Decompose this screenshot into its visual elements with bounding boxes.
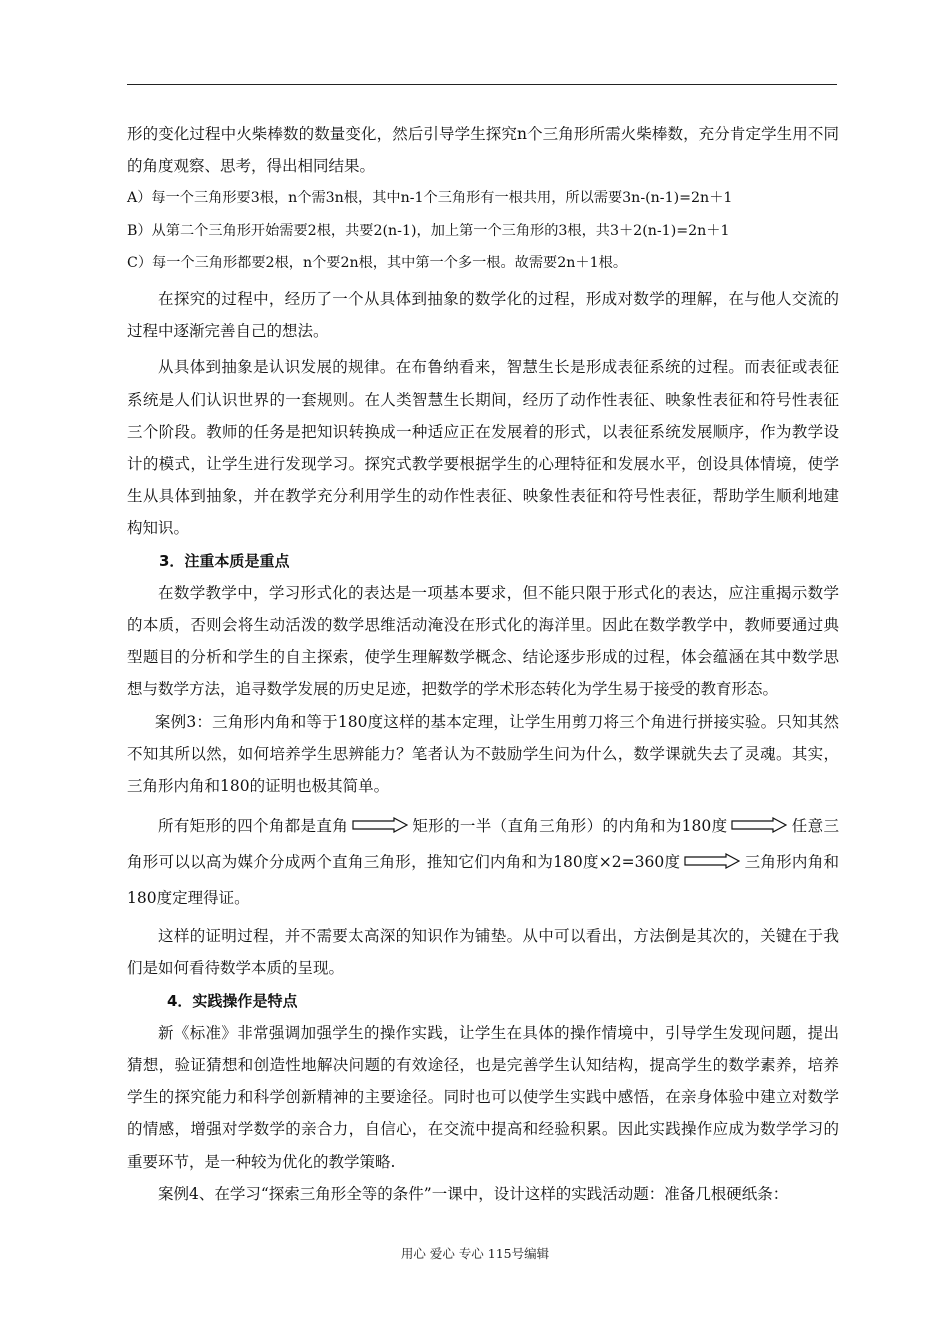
paragraph-case4: 案例4、在学习“探索三角形全等的条件”一课中，设计这样的实践活动题：准备几根硬纸条： [158,1184,789,1203]
right-arrow-icon [684,853,740,869]
list-item-b: B）从第二个三角形开始需要2根，共要2(n-1)，加上第一个三角形的3根，共3＋2(n-1)=2n＋1 [127,222,730,239]
proof-step-1: 所有矩形的四个角都是直角 [158,817,349,836]
page-footer: 用心 爱心 专心 115号编辑 [400,1246,550,1261]
proof-chain [127,808,839,916]
paragraph-explore: 在探究的过程中，经历了一个从具体到抽象的数学化的过程，形成对数学的理解，在与他人交流的过程中逐渐完善自己的想法。 [127,290,839,341]
proof-step-2: 矩形的一半（直角三角形）的内角和为180度 [412,817,728,836]
paragraph-intro: 形的变化过程中火柴棒数的数量变化，然后引导学生探究n个三角形所需火柴棒数，充分肯定学生用不同的角度观察、思考，得出相同结果。 [127,125,839,176]
paragraph-bruner: 从具体到抽象是认识发展的规律。在布鲁纳看来，智慧生长是形成表征系统的过程。而表征或表征系统是人们认识世界的一套规则。在人类智慧生长期间，经历了动作性表征、映象性表征和符号性表征三个阶段。教师的任务是把知识转换成一种适应正在发展着的形式，以表征系统发展顺序，作为教学设计的模式，让学生进行发现学习。探究式教学要根据学生的心理特征和发展水平，创设具体情境，使学生从具体到抽象，并在教学充分利用学生的动作性表征、映象性表征和符号性表征，帮助学生顺利地建构知识。 [127,358,839,538]
paragraph-case3: 案例3：三角形内角和等于180度这样的基本定理，让学生用剪刀将三个角进行拼接实验。只知其然不知其所以然，如何培养学生思辨能力？笔者认为不鼓励学生问为什么，数学课就失去了灵魂。其实，三角形内角和180的证明也极其简单。 [127,712,839,796]
proof-step-4: 三角形内角和180度定理得证。 [127,853,839,908]
right-arrow-icon [352,817,408,833]
document-body [127,118,839,1210]
section-heading-3: 3．注重本质是重点 [159,551,290,570]
section-heading-4: 4．实践操作是特点 [167,991,298,1010]
proof-step-3: 任意三角形可以以高为媒介分成两个直角三角形，推知它们内角和为180度×2=360度 [127,817,839,872]
paragraph-essence: 在数学教学中，学习形式化的表达是一项基本要求，但不能只限于形式化的表达，应注重揭示数学的本质，否则会将生动活泼的数学思维活动淹没在形式化的海洋里。因此在数学教学中，教师要通过典型题目的分析和学生的自主探索，使学生理解数学概念、结论逐步形成的过程，体会蕴涵在其中数学思想与数学方法，追寻数学发展的历史足迹，把数学的学术形态转化为学生易于接受的教育形态。 [127,583,839,699]
paragraph-proof-note: 这样的证明过程，并不需要太高深的知识作为铺垫。从中可以看出，方法倒是其次的，关键在于我们是如何看待数学本质的呈现。 [127,927,839,978]
list-item-c: C）每一个三角形都要2根，n个要2n根，其中第一个多一根。故需要2n＋1根。 [127,254,628,271]
paragraph-practice: 新《标准》非常强调加强学生的操作实践，让学生在具体的操作情境中，引导学生发现问题，提出猜想，验证猜想和创造性地解决问题的有效途径，也是完善学生认知结构，提高学生的数学素养，培养学生的探究能力和科学创新精神的主要途径。同时也可以使学生实践中感悟，在亲身体验中建立对数学的情感，增强对学数学的亲合力，自信心，在交流中提高和经验积累。因此实践操作应成为数学学习的重要环节，是一种较为优化的教学策略. [127,1023,839,1171]
list-item-a: A）每一个三角形要3根，n个需3n根，其中n-1个三角形有一根共用，所以需要3n-(n-1)=2n＋1 [127,190,733,207]
right-arrow-icon [731,817,787,833]
header-rule [127,84,837,85]
